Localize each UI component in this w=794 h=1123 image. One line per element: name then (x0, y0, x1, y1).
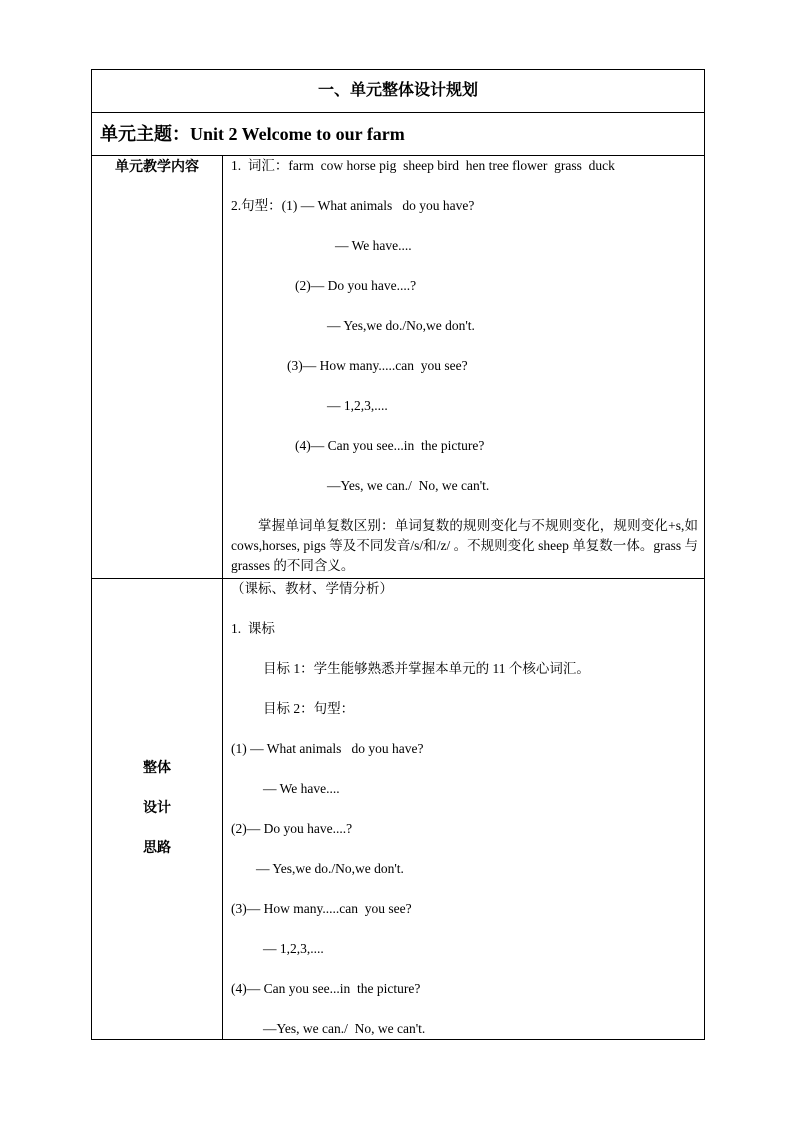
content-line: 2.句型：(1) — What animals do you have? (231, 198, 475, 213)
content-line: (3)— How many.....can you see? (287, 358, 468, 373)
content-line: 目标 2：句型： (263, 701, 355, 716)
content-line: — 1,2,3,.... (327, 398, 388, 413)
content-line: —Yes, we can./ No, we can't. (327, 478, 490, 493)
content-line: (2)— Do you have....? (295, 278, 417, 293)
content-line: (2)— Do you have....? (231, 821, 353, 836)
content-line: （课标、教材、学情分析） (231, 581, 393, 596)
design-idea-label (92, 579, 223, 1040)
teaching-content-label: 单元教学内容 (92, 156, 223, 579)
content-line: — We have.... (263, 781, 340, 796)
table-row (92, 156, 705, 579)
unit-plan-table (91, 69, 705, 1040)
content-line: — Yes,we do./No,we don't. (256, 861, 404, 876)
content-line: 1. 词汇：farm cow horse pig sheep bird hen tree flower grass duck (231, 158, 615, 173)
content-line: — We have.... (335, 238, 412, 253)
content-line: (4)— Can you see...in the picture? (231, 981, 421, 996)
label-line: 整体 (143, 761, 171, 776)
content-line: (3)— How many.....can you see? (231, 901, 412, 916)
content-line: — 1,2,3,.... (263, 941, 324, 956)
label-line: 设计 (143, 801, 171, 816)
design-idea-cell (223, 579, 705, 1040)
grammar-paragraph: 掌握单词单复数区别：单词复数的规则变化与不规则变化，规则变化+s,如 cows,horses, pigs 等及不同发音/s/和/z/ 。不规则变化 sheep 单复数一体。grass 与 grasses 的不同含义。 (231, 518, 699, 573)
label-line: 思路 (143, 841, 171, 856)
table-row (92, 579, 705, 1040)
unit-theme: 单元主题：Unit 2 Welcome to our farm (92, 113, 705, 156)
content-line: 目标 1：学生能够熟悉并掌握本单元的 11 个核心词汇。 (263, 661, 590, 676)
content-line: — Yes,we do./No,we don't. (327, 318, 475, 333)
content-line: 1. 课标 (231, 621, 275, 636)
content-line: (1) — What animals do you have? (231, 741, 424, 756)
table-title: 一、单元整体设计规划 (92, 70, 705, 113)
teaching-content-cell (223, 156, 705, 579)
content-line: —Yes, we can./ No, we can't. (263, 1021, 426, 1036)
content-line: (4)— Can you see...in the picture? (295, 438, 485, 453)
